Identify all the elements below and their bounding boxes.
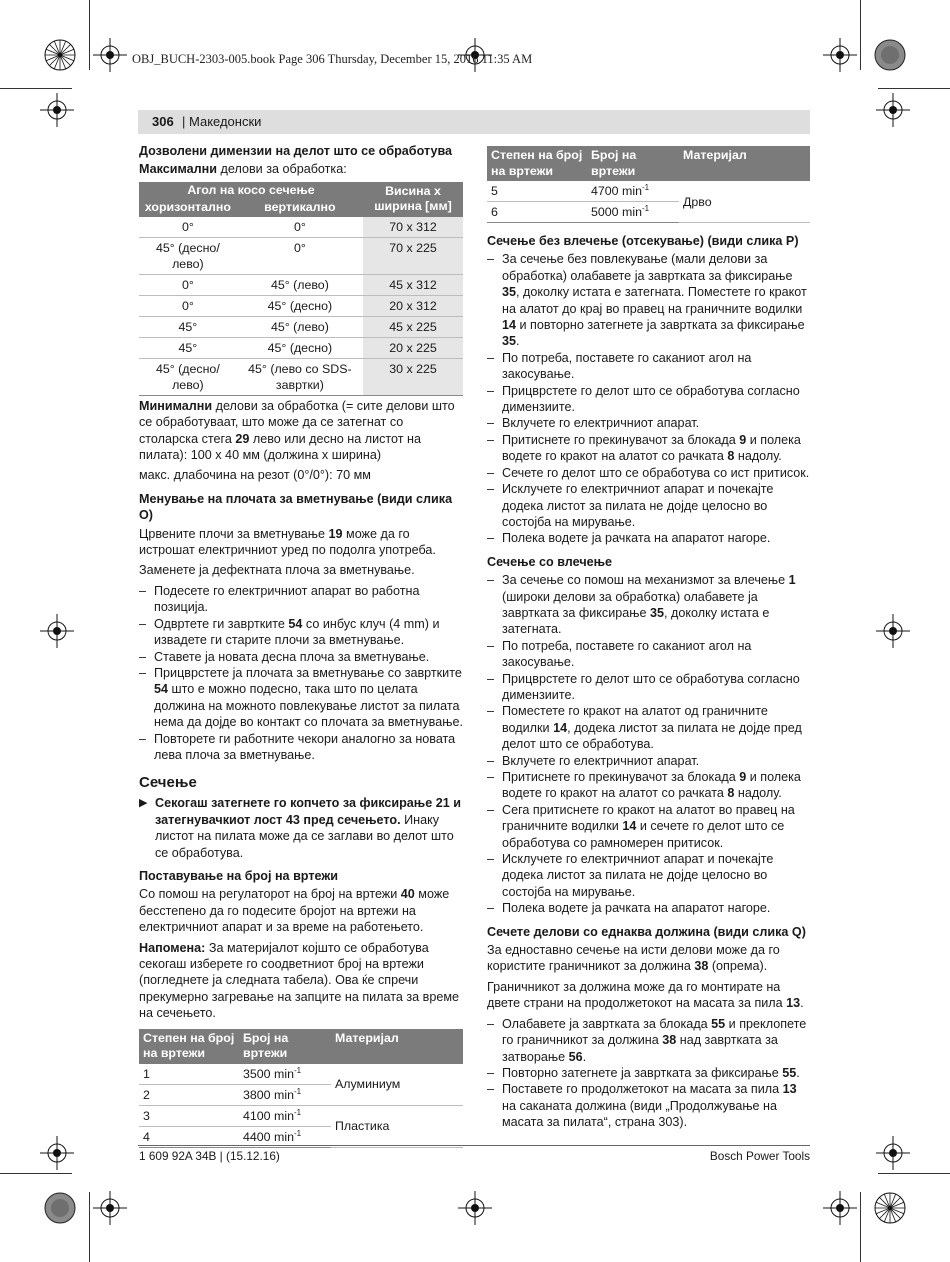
list-item: – Одвртете ги завртките 54 со инбус клуч (4 mm) и извадете ги старите плочи за вметнување.: [139, 616, 463, 649]
registration-crosshair-icon: [93, 1191, 127, 1225]
registration-crosshair-icon: [876, 93, 910, 127]
crop-line: [89, 1192, 90, 1262]
table-row: 0° 45° (лево) 45 x 312: [139, 274, 463, 295]
list-item: – Исклучете го електричниот апарат и почекајте додека листот за пилата не дојде целосно во состојба на мирување.: [487, 481, 810, 530]
list-item: – Сега притиснете го кракот на алатот во правец на граничните водилки 14 и сечете го делот што се обработува со рамномерен притисок.: [487, 802, 810, 851]
list-item: – Повторно затегнете ја завртката за фиксирање 55.: [487, 1065, 810, 1081]
size-header: Висина x ширина [мм]: [363, 182, 463, 217]
table-row: 45° (десно/лево) 0° 70 x 225: [139, 237, 463, 274]
list-item: – Вклучете го електричниот апарат.: [487, 415, 810, 431]
table-row: 45° 45° (десно) 20 x 225: [139, 337, 463, 358]
table-row: 6 5000 $\min^{-1}$: [487, 202, 810, 223]
list-item: – Повторете ги работните чекори аналогно за новата лева плоча за вметнување.: [139, 731, 463, 764]
table-row: 5 4700 $\min^{-1}$ Дрво: [487, 181, 810, 202]
registration-crosshair-icon: [823, 1191, 857, 1225]
angle-header: Агол на косо сечење: [139, 182, 363, 200]
table-row: 3 4100 $\min^{-1}$ Пластика: [139, 1105, 463, 1126]
speed-table-left: [139, 1029, 463, 1148]
registration-crosshair-icon: [40, 1136, 74, 1170]
list-item: – Исклучете го електричниот апарат и почекајте додека листот за пилата не дојде целосно во состојба на мирување.: [487, 851, 810, 900]
list-item: – Олабавете ја завртката за блокада 55 и преклопете го граничникот за должина 38 над завртката за затворање 56.: [487, 1016, 810, 1065]
max-depth-text: макс. длабочина на резот (0°/0°): 70 мм: [139, 468, 371, 483]
registration-crosshair-icon: [40, 93, 74, 127]
level-header: Степен на број на вртежи: [487, 146, 587, 181]
registration-crosshair-icon: [93, 38, 127, 72]
gray-target-icon: [873, 38, 907, 72]
insert-p1: Црвените плочи за вметнување 19 може да го истрошат електричниот уред по подолга употреба.: [139, 526, 436, 558]
table-row: 2 3800 $\min^{-1}$: [139, 1084, 463, 1105]
list-item: – Полека водете ја рачката на апаратот нагоре.: [487, 530, 810, 546]
crop-line: [0, 1173, 72, 1174]
dimensions-table: [139, 182, 463, 396]
insert-p2: Заменете ја дефектната плоча за вметнување.: [139, 563, 415, 578]
crop-line: [0, 88, 72, 89]
footer-doc-code: 1 609 92A 34B | (15.12.16): [139, 1149, 280, 1163]
crop-line: [878, 1173, 950, 1174]
speed-note: Напомена: За материјалот којшто се обработува секогаш изберете го соодветниот број на вртежи (погледнете ја следната табела). Ова ќе спречи прекумерно загревање на запците на пилата за време на сечењето.: [139, 940, 460, 1021]
table-row: 45° (десно/лево) 45° (лево со SDS-завртки) 30 x 225: [139, 358, 463, 395]
dims-heading: Дозволени димензии на делот што се обработува: [139, 144, 453, 158]
list-item: – Притиснете го прекинувачот за блокада 9 и полека водете го кракот на алатот со рачката 8 надолу.: [487, 432, 810, 465]
registration-crosshair-icon: [876, 614, 910, 648]
with-pull-steps: [487, 572, 810, 917]
triangle-bullet-icon: ▶: [139, 797, 148, 810]
page-number: 306: [152, 114, 174, 129]
rpm-header: Број на вртежи: [239, 1029, 331, 1064]
list-item: – Прицврстете го делот што се обработува согласно димензиите.: [487, 671, 810, 704]
same-length-heading: Сечете делови со еднаква должина (види слика Q): [487, 924, 806, 939]
material-header: Материјал: [679, 146, 810, 181]
crop-line: [860, 1192, 861, 1262]
footer-brand: Bosch Power Tools: [709, 1149, 810, 1163]
insert-steps: [139, 583, 463, 763]
registration-crosshair-icon: [40, 614, 74, 648]
list-item: – Полека водете ја рачката на апаратот нагоре.: [487, 900, 810, 916]
list-item: – Прицврстете го делот што се обработува согласно димензиите.: [487, 383, 810, 416]
registration-crosshair-icon: [823, 38, 857, 72]
table-row: 0° 0° 70 x 312: [139, 217, 463, 238]
speed-text: Со помош на регулаторот на број на вртежи 40 може бесстепено да го подесите бројот на вртежи на електричниот апарат и за време на работењето.: [139, 887, 450, 935]
language-label: | Македонски: [182, 114, 262, 129]
crop-line: [89, 0, 90, 70]
list-item: – Поместете го кракот на алатот од граничните водилки 14, додека листот за пилата не дојде пред делот што се обработува.: [487, 703, 810, 752]
list-item: – За сечење со помош на механизмот за влечење 1 (широки делови за обработка) олабавете ја завртката за фиксирање 35, доколку истата е затегната.: [487, 572, 810, 638]
list-item: – Прицврстете ја плочата за вметнување со завртките 54 што е можно подесно, така што по целата должина на можното повлекување листот за пилата нема да дојде во контакт со плочата за вметнување.: [139, 665, 463, 731]
insert-heading: Менување на плочата за вметнување (види слика O): [139, 491, 453, 523]
list-item: – По потреба, поставете го саканиот агол на закосување.: [487, 350, 810, 383]
gray-target-icon: [43, 1191, 77, 1225]
starburst-target-icon: [873, 1191, 907, 1225]
list-item: – Вклучете го електричниот апарат.: [487, 753, 810, 769]
table-row: 45° 45° (лево) 45 x 225: [139, 316, 463, 337]
list-item: – Подесете го електричниот апарат во работна позиција.: [139, 583, 463, 616]
same-length-steps: [487, 1016, 810, 1131]
table-row: 1 3500 $\min^{-1}$ Алуминиум: [139, 1064, 463, 1085]
crop-line: [878, 88, 950, 89]
list-item: – Притиснете го прекинувачот за блокада 9 и полека водете го кракот на алатот со рачката 8 надолу.: [487, 769, 810, 802]
list-item: – За сечење без повлекување (мали делови за обработка) олабавете ја завртката за фиксирање 35, доколку истата е затегната. Поместете го кракот на алатот до крај во правец на граничните водилки 14 и повторно затегнете ја завртката за фиксирање 35.: [487, 251, 810, 349]
table-row: 0° 45° (десно) 20 x 312: [139, 295, 463, 316]
speed-heading: Поставување на број на вртежи: [139, 868, 339, 883]
registration-crosshair-icon: [876, 1136, 910, 1170]
registration-crosshair-icon: [458, 1191, 492, 1225]
crop-line: [860, 0, 861, 70]
left-column: [139, 143, 463, 1148]
same-length-p2: Граничникот за должина може да го монтирате на двете страни на продолжетокот на масата за пила 13.: [487, 979, 804, 1011]
page-header-bar: [138, 110, 810, 134]
with-pull-heading: Сечење со влечење: [487, 554, 613, 569]
min-parts-text: Минимални делови за обработка (= сите делови што се обработуваат, што може да се затегнат со столарска стега 29 лево или десно на листот на пилата): 100 x 40 мм (должина x ширина): [139, 398, 455, 463]
list-item: – Сечете го делот што се обработува со ист притисок.: [487, 465, 810, 481]
right-column: [487, 146, 810, 1131]
starburst-target-icon: [43, 38, 77, 72]
list-item: – Поставете го продолжетокот на масата за пила 13 на саканата должина (види „Продолжување на масата за пилата“, страна 303).: [487, 1081, 810, 1130]
rpm-header: Број на вртежи: [587, 146, 679, 181]
material-header: Материјал: [331, 1029, 463, 1064]
cutting-heading: Сечење: [139, 774, 197, 792]
list-item: – Ставете ја новата десна плоча за вметнување.: [139, 649, 463, 665]
print-info-line: OBJ_BUCH-2303-005.book Page 306 Thursday, December 15, 2016 11:35 AM: [132, 52, 533, 66]
list-item: – По потреба, поставете го саканиот агол на закосување.: [487, 638, 810, 671]
horizontal-header: хоризонтално: [139, 199, 237, 217]
same-length-p1: За едноставно сечење на исти делови може да го користите граничникот за должина 38 (опрема).: [487, 943, 780, 974]
table-row: 4 4400 $\min^{-1}$: [139, 1126, 463, 1147]
vertical-header: вертикално: [237, 199, 363, 217]
no-pull-steps: [487, 251, 810, 546]
speed-table-right: [487, 146, 810, 223]
cutting-warning: ▶ Секогаш затегнете го копчето за фиксирање 21 и затегнувачкиот лост 43 пред сечењето. Инаку листот на пилата може да се заглави во делот што се обработува.: [139, 796, 461, 860]
dims-intro: Максимални делови за обработка:: [139, 162, 347, 177]
no-pull-heading: Сечење без влечење (отсекување) (види слика P): [487, 234, 799, 248]
level-header: Степен на број на вртежи: [139, 1029, 239, 1064]
footer-rule: [138, 1145, 810, 1146]
